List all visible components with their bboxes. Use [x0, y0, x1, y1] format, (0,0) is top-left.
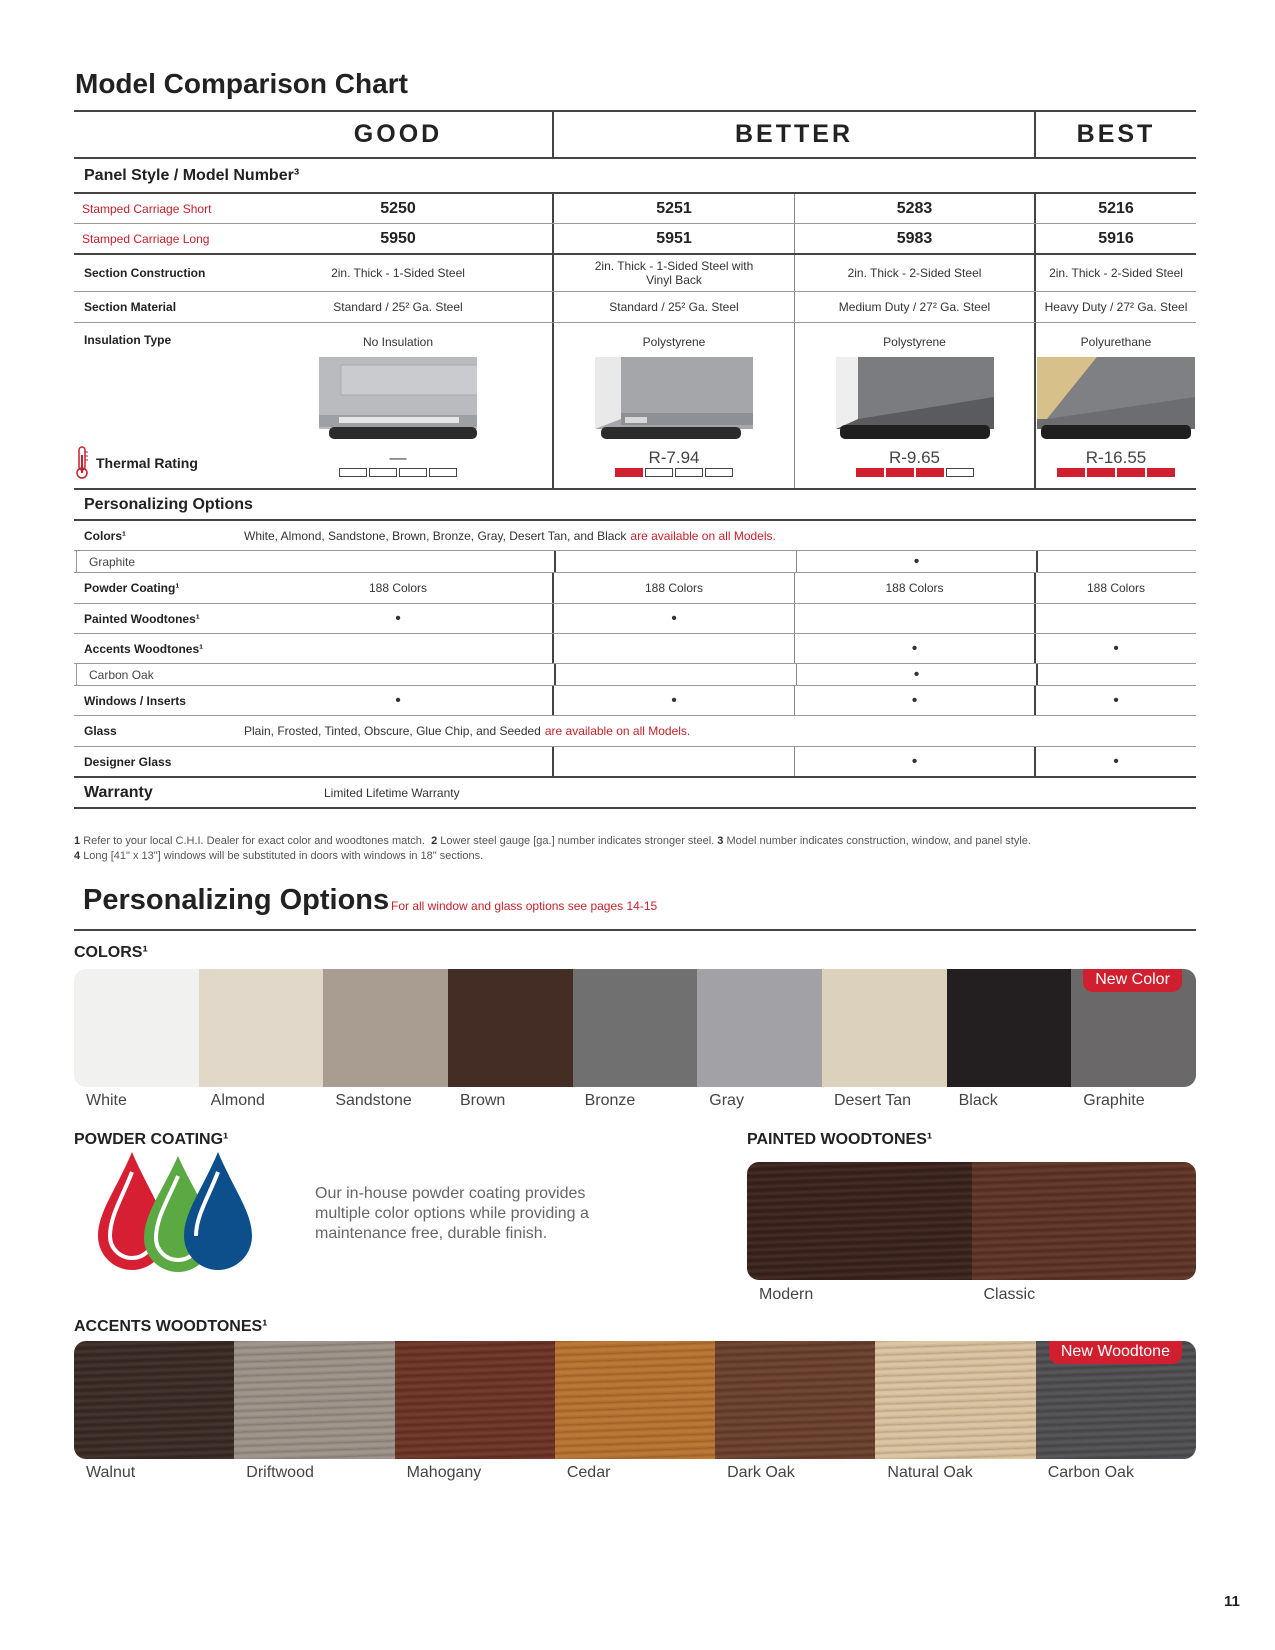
- model-number: 5950: [244, 224, 554, 253]
- table-cell: •: [244, 686, 554, 715]
- door-section-image-no-insulation: [319, 357, 477, 449]
- accent-woodtone-names: [74, 1464, 1196, 1482]
- swatch-name: Driftwood: [246, 1464, 314, 1481]
- table-cell: [1036, 604, 1196, 633]
- powder-coating-label: POWDER COATING¹: [74, 1131, 229, 1148]
- tier-best: BEST: [1076, 120, 1156, 148]
- table-cell: 2in. Thick - 2-Sided Steel: [1049, 266, 1183, 280]
- table-cell: [244, 747, 554, 776]
- color-swatches: [74, 969, 1196, 1087]
- table-cell: •: [1113, 752, 1119, 770]
- swatch-natural-oak: [875, 1341, 1035, 1459]
- footnote-number: 2: [431, 835, 438, 847]
- thermal-bar-empty: [705, 468, 733, 477]
- thermal-bar-empty: [399, 468, 427, 477]
- row-label: Windows / Inserts: [84, 693, 186, 708]
- tier-good: GOOD: [244, 112, 554, 157]
- row-label: Colors¹: [84, 528, 126, 543]
- table-row: [74, 716, 1196, 747]
- row-label: Powder Coating¹: [84, 581, 180, 595]
- swatch-cedar: [555, 1341, 715, 1459]
- table-cell: 188 Colors: [554, 573, 795, 603]
- insulation-cell: [244, 323, 554, 488]
- table-cell: •: [795, 686, 1036, 715]
- row-label: Stamped Carriage Long: [82, 231, 210, 246]
- page-number: 11: [1224, 1593, 1240, 1610]
- row-label: Designer Glass: [84, 754, 172, 769]
- door-section-image-polystyrene-steel: [836, 357, 994, 449]
- row-label: Graphite: [76, 551, 246, 572]
- swatch-desert-tan: [822, 969, 947, 1087]
- painted-woodtone-names: [747, 1286, 1196, 1304]
- thermometer-icon: [74, 446, 90, 480]
- painted-woodtone-swatches: [747, 1162, 1196, 1280]
- insulation-type: Polyurethane: [1080, 335, 1152, 349]
- table-cell: 2in. Thick - 1-Sided Steel: [244, 255, 554, 291]
- swatch-brown: [448, 969, 573, 1087]
- swatch-walnut: [74, 1341, 234, 1459]
- swatch-gray: [697, 969, 822, 1087]
- colors-label: COLORS¹: [74, 944, 148, 961]
- row-label: Stamped Carriage Short: [82, 201, 212, 216]
- colors-text: White, Almond, Sandstone, Brown, Bronze, Gray, Desert Tan, and Black: [244, 528, 627, 543]
- swatch-name: Dark Oak: [727, 1464, 795, 1481]
- model-number: 5916: [1098, 229, 1134, 247]
- thermal-bar-filled: [1087, 468, 1115, 477]
- table-row: [74, 664, 1196, 686]
- thermal-rating-value: —: [389, 448, 407, 467]
- insulation-cell: [795, 323, 1036, 488]
- powder-coating-drops-icon: [96, 1150, 256, 1272]
- table-cell: 188 Colors: [795, 573, 1036, 603]
- thermal-bar-empty: [369, 468, 397, 477]
- swatch-almond: [199, 969, 324, 1087]
- divider: [74, 929, 1196, 931]
- swatch-name: Gray: [709, 1092, 744, 1109]
- accents-woodtones-label: ACCENTS WOODTONES¹: [74, 1318, 268, 1335]
- table-cell: [1038, 551, 1196, 572]
- model-number: 5250: [244, 194, 554, 223]
- table-cell: [556, 551, 797, 572]
- swatch-name: Modern: [759, 1286, 814, 1303]
- table-row: [74, 747, 1196, 778]
- footnote-text: Refer to your local C.H.I. Dealer for exact color and woodtones match.: [83, 835, 425, 847]
- model-number: 5951: [554, 224, 795, 253]
- powder-coating-text: Our in-house powder coating provides multiple color options while providing a maintenance free, durable finish.: [315, 1185, 589, 1242]
- table-cell: Standard / 25² Ga. Steel: [554, 292, 795, 322]
- table-row: [74, 521, 1196, 551]
- table-cell: •: [554, 604, 795, 633]
- table-cell: 2in. Thick - 1-Sided Steel with Vinyl Back: [554, 255, 795, 291]
- table-row: [74, 255, 1196, 292]
- row-label: Section Construction: [84, 266, 206, 280]
- color-names: [74, 1092, 1196, 1110]
- swatch-name: Cedar: [566, 1464, 611, 1481]
- swatch-name: Walnut: [86, 1464, 136, 1481]
- table-cell: [556, 664, 797, 685]
- door-section-image-polyurethane: [1037, 357, 1195, 449]
- thermal-bar-empty: [946, 468, 974, 477]
- model-number: 5283: [795, 194, 1036, 223]
- swatch-name: Almond: [210, 1092, 265, 1109]
- table-cell: •: [1113, 639, 1119, 657]
- swatch-classic: [972, 1162, 1197, 1280]
- table-row: [74, 634, 1196, 664]
- swatch-graphite: [1071, 969, 1196, 1087]
- glass-note: are available on all Models.: [544, 724, 691, 738]
- swatch-name: Bronze: [584, 1092, 636, 1109]
- table-cell: Heavy Duty / 27² Ga. Steel: [1044, 300, 1188, 314]
- table-cell: 2in. Thick - 2-Sided Steel: [795, 255, 1036, 291]
- tier-better: BETTER: [554, 112, 1036, 157]
- new-badge: New Woodtone: [1049, 1341, 1182, 1364]
- thermal-bar-empty: [645, 468, 673, 477]
- thermal-bar-filled: [1057, 468, 1085, 477]
- thermal-bar-empty: [339, 468, 367, 477]
- table-cell: [246, 664, 556, 685]
- table-cell: •: [795, 747, 1036, 776]
- thermal-bars: [339, 468, 457, 477]
- footnote-number: 3: [717, 835, 724, 847]
- swatch-mahogany: [395, 1341, 555, 1459]
- table-cell: [554, 634, 795, 663]
- table-cell: [554, 747, 795, 776]
- table-cell: [244, 634, 554, 663]
- warranty-text: Limited Lifetime Warranty: [324, 785, 460, 800]
- table-row: [74, 194, 1196, 224]
- model-number: 5983: [795, 224, 1036, 253]
- colors-note: are available on all Models.: [630, 528, 776, 543]
- table-cell: •: [797, 664, 1038, 685]
- swatch-name: White: [86, 1092, 127, 1109]
- table-row: [74, 604, 1196, 634]
- insulation-type: No Insulation: [362, 335, 434, 349]
- swatch-black: [947, 969, 1072, 1087]
- thermal-rating-label: Thermal Rating: [96, 455, 198, 471]
- swatch-name: Classic: [983, 1286, 1036, 1303]
- table-cell: [795, 604, 1036, 633]
- personalizing-options-note: For all window and glass options see pages 14-15: [391, 899, 658, 913]
- table-row: [74, 686, 1196, 716]
- panel-style-heading: Panel Style / Model Number³: [74, 159, 1196, 194]
- table-row: [74, 292, 1196, 323]
- thermal-rating-value: R-9.65: [888, 448, 941, 467]
- table-row: [74, 573, 1196, 604]
- table-cell: •: [554, 686, 795, 715]
- new-badge: New Color: [1083, 969, 1182, 992]
- footnotes: [74, 834, 1194, 864]
- table-cell: [246, 551, 556, 572]
- thermal-bars: [856, 468, 974, 477]
- swatch-sandstone: [323, 969, 448, 1087]
- swatch-name: Mahogany: [406, 1464, 482, 1481]
- thermal-bars: [615, 468, 733, 477]
- painted-woodtones-label: PAINTED WOODTONES¹: [747, 1131, 933, 1148]
- table-cell: •: [797, 551, 1038, 572]
- swatch-name: Natural Oak: [887, 1464, 973, 1481]
- page-title: Model Comparison Chart: [75, 68, 408, 99]
- thermal-bar-empty: [429, 468, 457, 477]
- row-label: Carbon Oak: [76, 664, 246, 685]
- table-cell: 188 Colors: [1086, 581, 1146, 595]
- table-cell: 188 Colors: [244, 573, 554, 603]
- thermal-bar-filled: [916, 468, 944, 477]
- comparison-table: [74, 110, 1196, 809]
- swatch-dark-oak: [715, 1341, 875, 1459]
- swatch-carbon-oak: [1036, 1341, 1196, 1459]
- swatch-name: Graphite: [1083, 1092, 1145, 1109]
- swatch-name: Brown: [459, 1092, 506, 1109]
- swatch-name: Desert Tan: [833, 1092, 912, 1109]
- swatch-white: [74, 969, 199, 1087]
- thermal-bar-filled: [1117, 468, 1145, 477]
- row-label: Glass: [84, 724, 117, 738]
- table-cell: [1038, 664, 1196, 685]
- row-label: Accents Woodtones¹: [84, 641, 204, 656]
- table-cell: •: [1113, 691, 1119, 709]
- tier-header-row: [74, 110, 1196, 159]
- door-section-image-polystyrene: [595, 357, 753, 449]
- footnote-number: 1: [74, 835, 81, 847]
- thermal-bar-filled: [615, 468, 643, 477]
- insulation-type: Polystyrene: [883, 335, 946, 349]
- accent-woodtone-swatches: [74, 1341, 1196, 1459]
- thermal-rating-value: R-16.55: [1085, 448, 1147, 467]
- glass-text: Plain, Frosted, Tinted, Obscure, Glue Chip, and Seeded: [244, 724, 541, 738]
- footnote-text: Lower steel gauge [ga.] number indicates stronger steel.: [440, 835, 715, 847]
- model-number: 5251: [554, 194, 795, 223]
- row-label: Warranty: [84, 783, 153, 801]
- row-label: Painted Woodtones¹: [84, 611, 200, 626]
- row-label: Insulation Type: [84, 333, 172, 347]
- thermal-bars: [1057, 468, 1175, 477]
- thermal-bar-filled: [1147, 468, 1175, 477]
- table-cell: Medium Duty / 27² Ga. Steel: [795, 292, 1036, 322]
- table-cell: •: [244, 604, 554, 633]
- table-row: [74, 224, 1196, 255]
- thermal-rating-value: R-7.94: [648, 448, 700, 467]
- model-number: 5216: [1098, 199, 1134, 217]
- swatch-bronze: [573, 969, 698, 1087]
- insulation-row: [74, 323, 1196, 490]
- swatch-name: Carbon Oak: [1047, 1464, 1134, 1481]
- table-row: [74, 778, 1196, 809]
- thermal-bar-filled: [886, 468, 914, 477]
- table-cell: •: [795, 634, 1036, 663]
- insulation-cell: [1036, 323, 1196, 488]
- footnote-text: Long [41" x 13"] windows will be substituted in doors with windows in 18" sections.: [83, 850, 484, 862]
- row-label: Section Material: [84, 300, 177, 314]
- footnote-text: Model number indicates construction, window, and panel style.: [726, 835, 1031, 847]
- swatch-driftwood: [234, 1341, 394, 1459]
- swatch-modern: [747, 1162, 972, 1280]
- personalizing-heading: Personalizing Options: [74, 490, 1196, 521]
- swatch-name: Sandstone: [335, 1092, 412, 1109]
- swatch-name: Black: [958, 1092, 998, 1109]
- footnote-number: 4: [74, 850, 81, 862]
- thermal-bar-empty: [675, 468, 703, 477]
- table-cell: Standard / 25² Ga. Steel: [244, 292, 554, 322]
- insulation-cell: [554, 323, 795, 488]
- thermal-bar-filled: [856, 468, 884, 477]
- personalizing-options-title: Personalizing Options: [83, 884, 390, 916]
- insulation-type: Polystyrene: [642, 335, 706, 349]
- table-row: [74, 551, 1196, 573]
